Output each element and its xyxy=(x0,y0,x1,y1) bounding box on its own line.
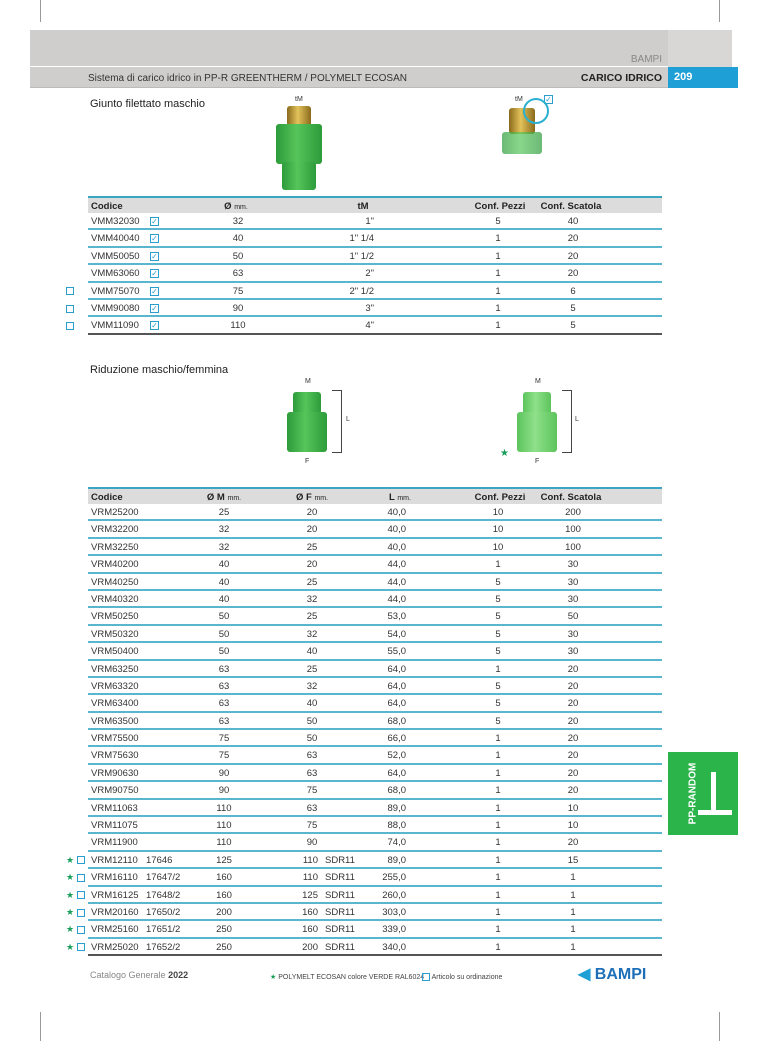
length: 255,0 xyxy=(382,872,406,884)
check-icon: ✓ xyxy=(151,217,158,226)
table-row xyxy=(66,939,662,956)
diameter-f: 110 xyxy=(302,854,318,866)
length: 40,0 xyxy=(387,507,406,518)
diameter-m: 40 xyxy=(218,559,230,571)
order-box-icon xyxy=(66,320,74,330)
length: 68,0 xyxy=(387,785,406,797)
conf-pezzi: 1 xyxy=(495,820,501,832)
star-icon: ★ xyxy=(270,974,277,981)
conf-pezzi: 10 xyxy=(492,524,504,536)
product-code: VRM50320 xyxy=(91,628,139,640)
footer-catalog: Catalogo Generale 2022 xyxy=(90,970,189,980)
length: 64,0 xyxy=(387,663,406,675)
product-code: VMM40040 xyxy=(91,233,140,245)
product-code: VRM25020 xyxy=(91,941,139,953)
diameter-f: 20 xyxy=(306,559,318,571)
length: 64,0 xyxy=(387,698,406,710)
product-title-1: Giunto filettato maschio xyxy=(90,98,205,110)
product-code: VRM20160 xyxy=(91,906,139,918)
diameter-f: 200 xyxy=(302,941,318,953)
table-row xyxy=(88,504,662,521)
length: 44,0 xyxy=(387,576,406,588)
alt-code: 17648/2 xyxy=(146,889,181,901)
diameter-m: 50 xyxy=(218,628,230,640)
conf-scatola: 20 xyxy=(567,663,579,675)
length: 66,0 xyxy=(387,733,406,745)
page-number: 209 xyxy=(668,67,738,88)
diameter-m: 250 xyxy=(216,941,232,953)
conf-pezzi: 1 xyxy=(495,802,501,814)
length: 260,0 xyxy=(382,889,406,901)
conf-scatola: 20 xyxy=(567,733,579,745)
table-row xyxy=(88,265,662,282)
length: 40,0 xyxy=(387,541,406,553)
conf-scatola: 30 xyxy=(567,628,579,640)
sdr: SDR11 xyxy=(325,924,355,936)
product-code: VRM40320 xyxy=(91,593,139,605)
length: 303,0 xyxy=(382,906,406,918)
section-title: CARICO IDRICO xyxy=(580,72,662,84)
star-box-icons: ★ xyxy=(66,890,85,901)
star-box-icons: ★ xyxy=(66,907,85,918)
thread-size: 1" 1/2 xyxy=(349,250,374,262)
product-code: VMM50050 xyxy=(91,250,140,262)
diameter-f: 20 xyxy=(306,524,318,536)
conf-pezzi: 5 xyxy=(495,715,501,727)
table-row xyxy=(88,283,662,300)
table-row xyxy=(88,574,662,591)
conf-scatola: 20 xyxy=(567,750,579,762)
diameter-f: 63 xyxy=(306,750,318,762)
conf-pezzi: 1 xyxy=(495,250,501,262)
conf-scatola: 100 xyxy=(565,541,581,553)
length: 54,0 xyxy=(387,628,406,640)
conf-scatola: 30 xyxy=(567,593,579,605)
table-threaded-joint xyxy=(88,196,662,335)
diameter-m: 63 xyxy=(218,715,230,727)
conf-pezzi: 1 xyxy=(495,941,501,953)
product-code: VMM75070 xyxy=(91,285,140,297)
star-box-icons: ★ xyxy=(66,924,85,935)
check-icon: ✓ xyxy=(151,286,158,296)
conf-pezzi: 1 xyxy=(495,233,501,245)
conf-pezzi: 10 xyxy=(492,507,504,518)
thread-size: 2" xyxy=(365,268,374,280)
conf-scatola: 100 xyxy=(565,524,581,536)
conf-scatola: 200 xyxy=(565,507,581,518)
order-box-icon xyxy=(66,303,74,313)
conf-pezzi: 1 xyxy=(495,663,501,675)
star-box-icons: ★ xyxy=(66,855,85,866)
alt-code: 17652/2 xyxy=(146,941,181,953)
check-icon: ✓ xyxy=(151,269,158,279)
conf-scatola: 5 xyxy=(570,320,576,332)
diameter-m: 40 xyxy=(218,576,230,588)
product-code: VRM50400 xyxy=(91,646,139,658)
conf-scatola: 1 xyxy=(570,924,576,936)
header-subtitle: Sistema di carico idrico in PP-R GREENTHERM / POLYMELT ECOSAN xyxy=(88,73,407,84)
diameter-f: 90 xyxy=(306,837,318,849)
conf-scatola: 20 xyxy=(567,680,579,692)
conf-pezzi: 1 xyxy=(495,750,501,762)
diameter-f: 63 xyxy=(306,767,318,779)
product-code: VRM63400 xyxy=(91,698,139,710)
conf-scatola: 1 xyxy=(570,889,576,901)
table-row xyxy=(88,695,662,712)
diameter-f: 32 xyxy=(306,628,318,640)
star-box-icons: ★ xyxy=(66,872,85,883)
length: 40,0 xyxy=(387,524,406,536)
table-row xyxy=(66,852,662,869)
table-row xyxy=(88,230,662,247)
product-title-2: Riduzione maschio/femmina xyxy=(90,364,229,376)
table-row xyxy=(66,904,662,921)
length: 340,0 xyxy=(382,941,406,953)
conf-scatola: 20 xyxy=(567,785,579,797)
table-row xyxy=(88,626,662,643)
table-reducer xyxy=(66,487,662,956)
table-row xyxy=(88,747,662,764)
sdr: SDR11 xyxy=(325,872,355,884)
table-row xyxy=(88,713,662,730)
product-code: VRM40250 xyxy=(91,576,139,588)
diameter-m: 75 xyxy=(218,750,230,762)
diameter: 75 xyxy=(232,285,244,297)
conf-scatola: 6 xyxy=(570,285,576,297)
sdr: SDR11 xyxy=(325,906,355,918)
product-code: VRM90750 xyxy=(91,785,139,797)
product-code: VRM12110 xyxy=(91,854,138,866)
length: 64,0 xyxy=(387,767,406,779)
sdr: SDR11 xyxy=(325,889,355,901)
diameter-m: 160 xyxy=(216,889,232,901)
product-code: VRM11900 xyxy=(91,837,138,849)
diameter: 63 xyxy=(232,268,244,280)
diameter-f: 40 xyxy=(306,698,318,710)
legend-box: Articolo su ordinazione xyxy=(422,973,502,981)
conf-scatola: 15 xyxy=(567,854,579,866)
length: 88,0 xyxy=(387,820,406,832)
conf-pezzi: 1 xyxy=(495,889,501,901)
table-row xyxy=(88,317,662,334)
conf-pezzi: 1 xyxy=(495,268,501,280)
length: 89,0 xyxy=(387,854,406,866)
conf-scatola: 10 xyxy=(567,820,579,832)
sdr: SDR11 xyxy=(325,941,355,953)
length: 74,0 xyxy=(387,837,406,849)
length: 44,0 xyxy=(387,593,406,605)
order-box-icon xyxy=(66,286,74,296)
diameter-f: 20 xyxy=(306,507,318,518)
product-code: VRM11063 xyxy=(91,802,138,814)
diameter-f: 32 xyxy=(306,593,318,605)
product-code: VRM11075 xyxy=(91,820,138,832)
diameter-m: 110 xyxy=(216,837,232,849)
diameter-m: 63 xyxy=(218,663,230,675)
product-code: VRM75500 xyxy=(91,733,139,745)
table-row xyxy=(88,661,662,678)
diameter-f: 50 xyxy=(306,715,318,727)
product-code: VMM11090 xyxy=(91,320,139,332)
check-icon: ✓ xyxy=(151,234,158,244)
diameter-f: 75 xyxy=(306,785,318,797)
table-row xyxy=(88,643,662,660)
product-code: VRM32200 xyxy=(91,524,139,536)
product-code: VRM50250 xyxy=(91,611,139,623)
conf-pezzi: 5 xyxy=(495,611,501,623)
product-code: VRM63250 xyxy=(91,663,139,675)
conf-pezzi: 1 xyxy=(495,785,501,797)
table-row xyxy=(88,730,662,747)
star-box-icons: ★ xyxy=(66,942,85,953)
diameter-m: 200 xyxy=(216,906,232,918)
table-row xyxy=(66,921,662,938)
diameter-m: 250 xyxy=(216,924,232,936)
conf-scatola: 20 xyxy=(567,698,579,710)
alt-code: 17651/2 xyxy=(146,924,181,936)
diameter-m: 63 xyxy=(218,698,230,710)
product-code: VMM63060 xyxy=(91,268,140,280)
diameter: 90 xyxy=(232,302,244,314)
thread-size: 1" 1/4 xyxy=(349,233,374,245)
check-icon: ✓ xyxy=(151,321,158,331)
diameter: 32 xyxy=(232,216,244,227)
diameter-m: 25 xyxy=(218,507,230,518)
conf-pezzi: 5 xyxy=(495,216,501,227)
table-header: Codice Ø M mm. Ø F mm. L mm. Conf. Pezzi Conf. Scatola xyxy=(88,487,662,504)
conf-pezzi: 1 xyxy=(495,559,501,571)
conf-pezzi: 1 xyxy=(495,767,501,779)
product-code: VRM16125 xyxy=(91,889,139,901)
diameter: 40 xyxy=(232,233,244,245)
page-header xyxy=(30,30,668,88)
conf-scatola: 30 xyxy=(567,646,579,658)
conf-pezzi: 1 xyxy=(495,320,501,332)
diameter-m: 63 xyxy=(218,680,230,692)
conf-pezzi: 1 xyxy=(495,924,501,936)
diameter-m: 50 xyxy=(218,611,230,623)
product-code: VRM25160 xyxy=(91,924,139,936)
diameter-m: 50 xyxy=(218,646,230,658)
length: 64,0 xyxy=(387,680,406,692)
conf-scatola: 20 xyxy=(567,767,579,779)
conf-scatola: 20 xyxy=(567,715,579,727)
conf-pezzi: 10 xyxy=(492,541,504,553)
length: 53,0 xyxy=(387,611,406,623)
length: 68,0 xyxy=(387,715,406,727)
alt-code: 17646 xyxy=(146,854,173,866)
conf-scatola: 50 xyxy=(567,611,579,623)
product-code: VMM32030 xyxy=(91,216,140,227)
diameter-m: 40 xyxy=(218,593,230,605)
diameter-m: 90 xyxy=(218,785,230,797)
conf-pezzi: 1 xyxy=(495,854,501,866)
conf-pezzi: 1 xyxy=(495,906,501,918)
conf-pezzi: 5 xyxy=(495,628,501,640)
length: 44,0 xyxy=(387,559,406,571)
diameter-m: 90 xyxy=(218,767,230,779)
conf-pezzi: 1 xyxy=(495,285,501,297)
diameter-f: 40 xyxy=(306,646,318,658)
conf-scatola: 20 xyxy=(567,233,579,245)
table-row xyxy=(88,300,662,317)
diameter-m: 160 xyxy=(216,872,232,884)
conf-scatola: 1 xyxy=(570,872,576,884)
alt-code: 17650/2 xyxy=(146,906,181,918)
conf-scatola: 1 xyxy=(570,906,576,918)
check-icon: ✓ xyxy=(545,95,552,104)
conf-scatola: 40 xyxy=(567,216,579,227)
conf-pezzi: 5 xyxy=(495,576,501,588)
product-code: VRM63500 xyxy=(91,715,139,727)
diameter-f: 25 xyxy=(306,541,318,553)
length: 339,0 xyxy=(382,924,406,936)
conf-scatola: 5 xyxy=(570,302,576,314)
diameter: 110 xyxy=(230,320,246,332)
conf-scatola: 20 xyxy=(567,250,579,262)
conf-scatola: 20 xyxy=(567,268,579,280)
thread-size: 1" xyxy=(365,216,374,227)
diameter-f: 25 xyxy=(306,663,318,675)
conf-pezzi: 5 xyxy=(495,698,501,710)
check-icon: ✓ xyxy=(151,251,158,261)
conf-scatola: 10 xyxy=(567,802,579,814)
sdr: SDR11 xyxy=(325,854,355,866)
side-tab-pp-random[interactable]: PP-RANDOM xyxy=(668,752,738,835)
check-icon: ✓ xyxy=(151,303,158,313)
conf-scatola: 1 xyxy=(570,941,576,953)
table-row xyxy=(88,556,662,573)
diameter-f: 63 xyxy=(306,802,318,814)
conf-scatola: 30 xyxy=(567,559,579,571)
product-code: VRM16110 xyxy=(91,872,138,884)
conf-scatola: 20 xyxy=(567,837,579,849)
diameter-f: 50 xyxy=(306,733,318,745)
conf-pezzi: 5 xyxy=(495,593,501,605)
diameter-m: 110 xyxy=(216,820,232,832)
header-brand: BAMPI xyxy=(630,54,662,65)
table-row xyxy=(88,591,662,608)
table-row xyxy=(88,248,662,265)
diameter-m: 32 xyxy=(218,541,230,553)
table-row xyxy=(88,782,662,799)
tm-label: tM xyxy=(295,96,303,103)
length: 52,0 xyxy=(387,750,406,762)
table-row xyxy=(88,800,662,817)
table-row xyxy=(88,678,662,695)
product-code: VRM25200 xyxy=(91,507,139,518)
table-row xyxy=(88,213,662,230)
length: 55,0 xyxy=(387,646,406,658)
product-code: VRM90630 xyxy=(91,767,139,779)
diameter-f: 160 xyxy=(302,906,318,918)
conf-pezzi: 5 xyxy=(495,680,501,692)
legend-star: ★ POLYMELT ECOSAN colore VERDE RAL6024 xyxy=(270,974,425,981)
diameter-m: 75 xyxy=(218,733,230,745)
conf-pezzi: 5 xyxy=(495,646,501,658)
diameter-m: 110 xyxy=(216,802,232,814)
product-code: VRM63320 xyxy=(91,680,139,692)
thread-size: 3" xyxy=(365,302,374,314)
diameter-f: 25 xyxy=(306,611,318,623)
conf-pezzi: 1 xyxy=(495,837,501,849)
diameter-m: 32 xyxy=(218,524,230,536)
diameter-f: 75 xyxy=(306,820,318,832)
table-header: Codice Ø mm. tM Conf. Pezzi Conf. Scatola xyxy=(88,196,662,213)
product-code: VMM90080 xyxy=(91,302,140,314)
length: 89,0 xyxy=(387,802,406,814)
diameter-m: 125 xyxy=(216,854,232,866)
thread-size: 2" 1/2 xyxy=(349,285,374,297)
thread-size: 4" xyxy=(365,320,374,332)
table-row xyxy=(88,834,662,851)
diameter-f: 125 xyxy=(302,889,318,901)
alt-code: 17647/2 xyxy=(146,872,181,884)
diameter-f: 32 xyxy=(306,680,318,692)
product-code: VRM75630 xyxy=(91,750,139,762)
table-row xyxy=(88,539,662,556)
product-code: VRM40200 xyxy=(91,559,139,571)
table-row xyxy=(88,521,662,538)
conf-pezzi: 1 xyxy=(495,872,501,884)
product-code: VRM32250 xyxy=(91,541,139,553)
diameter-f: 110 xyxy=(302,872,318,884)
conf-pezzi: 1 xyxy=(495,302,501,314)
table-row xyxy=(88,608,662,625)
table-row xyxy=(66,887,662,904)
table-row xyxy=(88,765,662,782)
conf-scatola: 30 xyxy=(567,576,579,588)
conf-pezzi: 1 xyxy=(495,733,501,745)
diameter-f: 160 xyxy=(302,924,318,936)
table-row xyxy=(88,817,662,834)
bampi-logo: ◀ BAMPI xyxy=(578,966,647,983)
order-box-icon xyxy=(422,973,430,981)
table-row xyxy=(66,869,662,886)
star-icon: ★ xyxy=(500,448,509,459)
diameter-f: 25 xyxy=(306,576,318,588)
diameter: 50 xyxy=(232,250,244,262)
